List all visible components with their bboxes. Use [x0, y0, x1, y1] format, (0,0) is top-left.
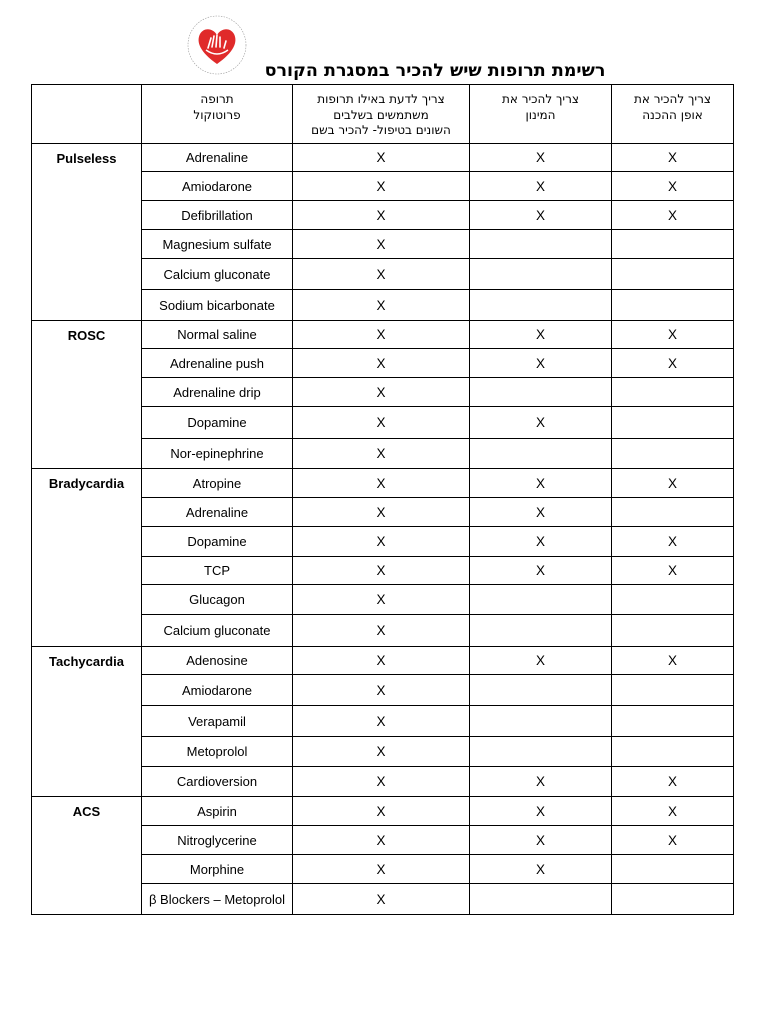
drug-name: Defibrillation — [142, 201, 293, 230]
table-row — [32, 647, 734, 675]
protocol-name: Tachycardia — [32, 647, 142, 797]
know-names-mark: X — [293, 557, 470, 585]
header-know-dose — [470, 85, 612, 144]
know-dose-mark: X — [470, 557, 612, 585]
header-line: המינון — [525, 107, 556, 122]
header-line: משתמשים בשלבים — [333, 107, 429, 122]
know-names-mark: X — [293, 172, 470, 201]
drug-name: Verapamil — [142, 706, 293, 737]
drug-name: Amiodarone — [142, 675, 293, 706]
know-prep-mark — [612, 675, 734, 706]
know-dose-mark: X — [470, 144, 612, 172]
drug-name: Nitroglycerine — [142, 826, 293, 855]
know-dose-mark — [470, 259, 612, 290]
know-dose-mark — [470, 585, 612, 615]
header-know-preparation — [612, 85, 734, 144]
drug-name: Adrenaline — [142, 144, 293, 172]
know-names-mark: X — [293, 201, 470, 230]
know-names-mark: X — [293, 826, 470, 855]
know-dose-mark: X — [470, 797, 612, 826]
table-row — [32, 144, 734, 172]
know-dose-mark — [470, 290, 612, 321]
header-drug-protocol — [142, 85, 293, 144]
know-names-mark: X — [293, 585, 470, 615]
know-dose-mark: X — [470, 469, 612, 498]
table-row — [32, 321, 734, 349]
header-line: אופן ההכנה — [642, 107, 703, 122]
know-names-mark: X — [293, 527, 470, 557]
know-names-mark: X — [293, 737, 470, 767]
know-dose-mark — [470, 737, 612, 767]
know-prep-mark — [612, 855, 734, 884]
know-dose-mark: X — [470, 855, 612, 884]
know-prep-mark — [612, 706, 734, 737]
know-prep-mark — [612, 884, 734, 915]
drug-name: Nor-epinephrine — [142, 439, 293, 469]
drug-name: TCP — [142, 557, 293, 585]
know-names-mark: X — [293, 855, 470, 884]
drug-name: Cardioversion — [142, 767, 293, 797]
drug-name: Metoprolol — [142, 737, 293, 767]
know-names-mark: X — [293, 378, 470, 407]
drug-name: Amiodarone — [142, 172, 293, 201]
protocol-name: Bradycardia — [32, 469, 142, 647]
know-names-mark: X — [293, 407, 470, 439]
header-line: צריך להכיר את — [633, 92, 712, 106]
know-prep-mark — [612, 498, 734, 527]
know-prep-mark: X — [612, 349, 734, 378]
know-prep-mark: X — [612, 826, 734, 855]
know-dose-mark — [470, 706, 612, 737]
know-dose-mark — [470, 884, 612, 915]
know-names-mark: X — [293, 797, 470, 826]
know-dose-mark: X — [470, 647, 612, 675]
know-names-mark: X — [293, 321, 470, 349]
know-dose-mark — [470, 675, 612, 706]
know-dose-mark: X — [470, 172, 612, 201]
drug-name: Dopamine — [142, 527, 293, 557]
know-prep-mark: X — [612, 527, 734, 557]
drug-name: Normal saline — [142, 321, 293, 349]
know-dose-mark: X — [470, 349, 612, 378]
know-prep-mark: X — [612, 201, 734, 230]
know-dose-mark — [470, 439, 612, 469]
know-dose-mark: X — [470, 407, 612, 439]
know-dose-mark: X — [470, 767, 612, 797]
know-names-mark: X — [293, 615, 470, 647]
protocol-name: Pulseless — [32, 144, 142, 321]
table-body — [32, 144, 734, 915]
know-prep-mark — [612, 290, 734, 321]
header-protocol-label: פרוטוקול — [193, 107, 241, 122]
drug-name: Glucagon — [142, 585, 293, 615]
know-dose-mark — [470, 378, 612, 407]
know-prep-mark — [612, 378, 734, 407]
know-names-mark: X — [293, 498, 470, 527]
know-dose-mark: X — [470, 498, 612, 527]
know-prep-mark: X — [612, 767, 734, 797]
know-names-mark: X — [293, 884, 470, 915]
drug-name: Atropine — [142, 469, 293, 498]
know-prep-mark: X — [612, 469, 734, 498]
know-prep-mark — [612, 259, 734, 290]
protocol-name: ROSC — [32, 321, 142, 469]
know-prep-mark: X — [612, 797, 734, 826]
drug-name: Calcium gluconate — [142, 259, 293, 290]
know-prep-mark: X — [612, 172, 734, 201]
know-names-mark: X — [293, 767, 470, 797]
know-dose-mark — [470, 230, 612, 259]
know-dose-mark: X — [470, 321, 612, 349]
know-names-mark: X — [293, 647, 470, 675]
know-prep-mark: X — [612, 647, 734, 675]
know-dose-mark: X — [470, 201, 612, 230]
drug-name: Aspirin — [142, 797, 293, 826]
know-names-mark: X — [293, 439, 470, 469]
page-title: רשימת תרופות שיש להכיר במסגרת הקורס — [264, 61, 606, 81]
header-line: צריך לדעת באילו תרופות — [317, 92, 445, 106]
drug-name: Adenosine — [142, 647, 293, 675]
know-prep-mark — [612, 407, 734, 439]
know-dose-mark: X — [470, 826, 612, 855]
know-names-mark: X — [293, 230, 470, 259]
table-row — [32, 797, 734, 826]
drug-name: Morphine — [142, 855, 293, 884]
know-names-mark: X — [293, 144, 470, 172]
know-prep-mark: X — [612, 321, 734, 349]
know-names-mark: X — [293, 259, 470, 290]
drug-name: Magnesium sulfate — [142, 230, 293, 259]
drug-name: Sodium bicarbonate — [142, 290, 293, 321]
know-prep-mark — [612, 615, 734, 647]
header-empty-cell — [32, 85, 142, 144]
header-row — [32, 85, 734, 144]
know-prep-mark: X — [612, 557, 734, 585]
know-prep-mark — [612, 737, 734, 767]
know-dose-mark: X — [470, 527, 612, 557]
drug-name: Calcium gluconate — [142, 615, 293, 647]
table-row — [32, 469, 734, 498]
header-drug-label: תרופה — [200, 92, 234, 106]
header-line: צריך להכיר את — [501, 92, 580, 106]
know-prep-mark — [612, 230, 734, 259]
know-names-mark: X — [293, 675, 470, 706]
drug-name: β Blockers – Metoprolol — [142, 884, 293, 915]
know-names-mark: X — [293, 469, 470, 498]
drug-name: Dopamine — [142, 407, 293, 439]
drug-name: Adrenaline push — [142, 349, 293, 378]
medication-table — [31, 84, 734, 915]
know-prep-mark: X — [612, 144, 734, 172]
protocol-name: ACS — [32, 797, 142, 915]
know-prep-mark — [612, 439, 734, 469]
know-dose-mark — [470, 615, 612, 647]
know-names-mark: X — [293, 290, 470, 321]
know-names-mark: X — [293, 349, 470, 378]
know-prep-mark — [612, 585, 734, 615]
drug-name: Adrenaline drip — [142, 378, 293, 407]
header-line: השונים בטיפול- להכיר בשם — [311, 123, 451, 137]
header-know-names — [293, 85, 470, 144]
know-names-mark: X — [293, 706, 470, 737]
drug-name: Adrenaline — [142, 498, 293, 527]
